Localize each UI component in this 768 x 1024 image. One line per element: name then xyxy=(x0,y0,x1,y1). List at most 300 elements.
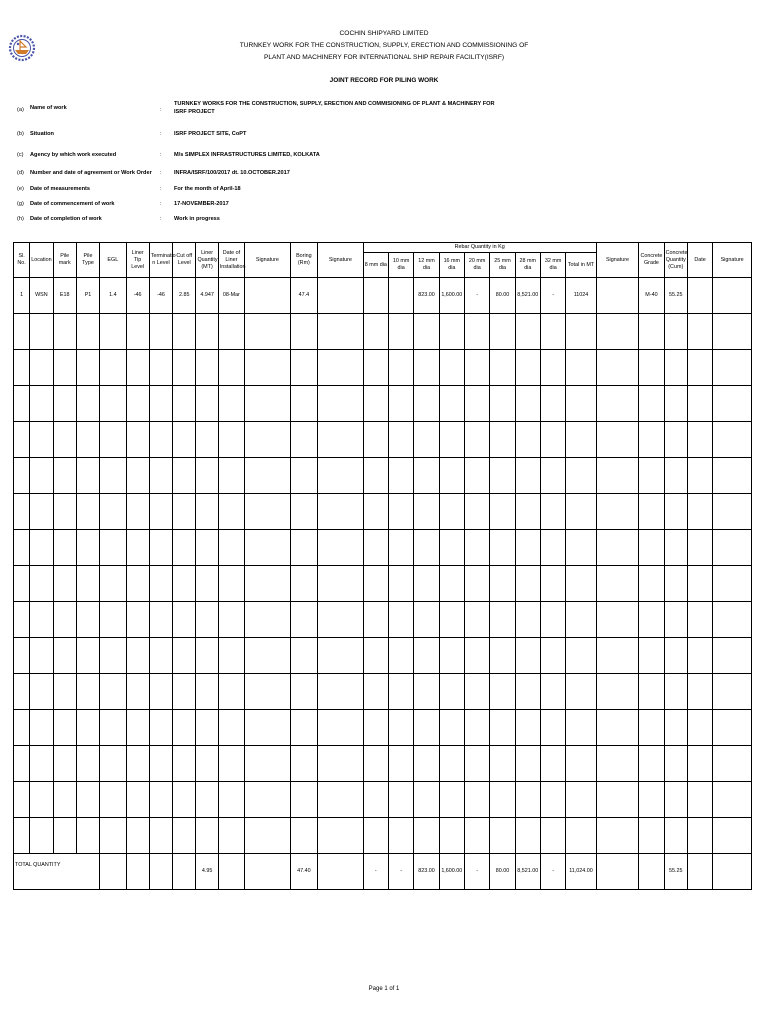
empty-cell xyxy=(76,350,99,386)
empty-cell xyxy=(596,566,639,602)
empty-cell xyxy=(713,782,752,818)
empty-cell xyxy=(100,638,126,674)
empty-cell xyxy=(639,782,664,818)
empty-cell xyxy=(126,782,149,818)
empty-cell xyxy=(639,386,664,422)
empty-cell xyxy=(245,386,291,422)
table-row-empty xyxy=(14,746,752,782)
cell-25mm: 80.00 xyxy=(490,278,515,314)
empty-cell xyxy=(318,458,364,494)
empty-cell xyxy=(414,350,439,386)
cell-16mm: 1,600.00 xyxy=(439,278,464,314)
empty-cell xyxy=(196,674,218,710)
empty-cell xyxy=(464,458,489,494)
total-cell-cut-off xyxy=(173,854,196,890)
empty-cell xyxy=(464,602,489,638)
empty-cell xyxy=(196,710,218,746)
empty-cell xyxy=(596,386,639,422)
empty-cell xyxy=(100,386,126,422)
total-25mm: 80.00 xyxy=(490,854,515,890)
empty-cell xyxy=(713,818,752,854)
empty-cell xyxy=(290,350,317,386)
empty-cell xyxy=(14,782,30,818)
empty-cell xyxy=(515,494,540,530)
col-header-signature-2: Signature xyxy=(318,243,364,278)
cell-32mm: - xyxy=(540,278,565,314)
empty-cell xyxy=(515,638,540,674)
empty-cell xyxy=(196,746,218,782)
empty-cell xyxy=(596,494,639,530)
cell-signature-4 xyxy=(713,278,752,314)
empty-cell xyxy=(540,458,565,494)
table-row-empty xyxy=(14,458,752,494)
cell-boring: 47.4 xyxy=(290,278,317,314)
empty-cell xyxy=(713,350,752,386)
empty-cell xyxy=(14,818,30,854)
empty-cell xyxy=(363,638,388,674)
empty-cell xyxy=(713,458,752,494)
empty-cell xyxy=(388,422,413,458)
col-header-16mm: 16 mm dia xyxy=(439,253,464,278)
empty-cell xyxy=(76,458,99,494)
empty-cell xyxy=(414,494,439,530)
empty-cell xyxy=(245,638,291,674)
empty-cell xyxy=(639,638,664,674)
empty-cell xyxy=(196,494,218,530)
empty-cell xyxy=(363,818,388,854)
empty-cell xyxy=(664,602,687,638)
empty-cell xyxy=(439,746,464,782)
empty-cell xyxy=(126,494,149,530)
total-cell-grade xyxy=(639,854,664,890)
empty-cell xyxy=(639,458,664,494)
empty-cell xyxy=(515,350,540,386)
total-concrete-qty: 55.25 xyxy=(664,854,687,890)
empty-cell xyxy=(713,710,752,746)
col-header-boring: Boring (Rm) xyxy=(290,243,317,278)
empty-cell xyxy=(713,314,752,350)
info-colon: : xyxy=(160,186,162,192)
empty-cell xyxy=(414,386,439,422)
empty-cell xyxy=(414,746,439,782)
empty-cell xyxy=(464,314,489,350)
empty-cell xyxy=(540,350,565,386)
empty-cell xyxy=(687,818,712,854)
empty-cell xyxy=(149,602,172,638)
empty-cell xyxy=(30,350,53,386)
document-title: JOINT RECORD FOR PILING WORK xyxy=(329,77,439,84)
empty-cell xyxy=(245,530,291,566)
empty-cell xyxy=(540,386,565,422)
empty-cell xyxy=(14,458,30,494)
empty-cell xyxy=(388,674,413,710)
header-line-2: TURNKEY WORK FOR THE CONSTRUCTION, SUPPLY, ERECTION AND COMMISSIONING OF xyxy=(239,42,529,49)
empty-cell xyxy=(30,782,53,818)
empty-cell xyxy=(196,458,218,494)
empty-cell xyxy=(149,566,172,602)
col-header-termination-level: Terminatio n Level xyxy=(149,243,172,278)
empty-cell xyxy=(318,746,364,782)
empty-cell xyxy=(439,566,464,602)
total-cell-signature-2 xyxy=(318,854,364,890)
empty-cell xyxy=(464,638,489,674)
empty-cell xyxy=(290,530,317,566)
info-colon: : xyxy=(160,170,162,176)
total-cell-signature-3 xyxy=(596,854,639,890)
col-header-concrete-grade: Concrete Grade xyxy=(639,243,664,278)
empty-cell xyxy=(566,602,596,638)
empty-cell xyxy=(290,818,317,854)
cell-grade: M-40 xyxy=(639,278,664,314)
info-label: Agency by which work executed xyxy=(30,152,117,158)
info-value: M/s SIMPLEX INFRASTRUCTURES LIMITED, KOLKATA xyxy=(174,152,320,158)
empty-cell xyxy=(713,746,752,782)
header-line-3: PLANT AND MACHINERY FOR INTERNATIONAL SHIP REPAIR FACILITY(ISRF) xyxy=(263,54,505,61)
col-header-rebar-group: Rebar Quantity in Kg xyxy=(363,243,596,253)
empty-cell xyxy=(515,386,540,422)
empty-cell xyxy=(566,818,596,854)
info-index: (a) xyxy=(17,107,24,113)
empty-cell xyxy=(687,782,712,818)
empty-cell xyxy=(14,746,30,782)
empty-cell xyxy=(173,422,196,458)
empty-cell xyxy=(76,602,99,638)
empty-cell xyxy=(713,422,752,458)
empty-cell xyxy=(76,782,99,818)
empty-cell xyxy=(388,638,413,674)
empty-cell xyxy=(53,566,76,602)
empty-cell xyxy=(173,314,196,350)
empty-cell xyxy=(30,530,53,566)
empty-cell xyxy=(100,530,126,566)
total-cell-liner-tip xyxy=(126,854,149,890)
empty-cell xyxy=(14,638,30,674)
cell-signature-3 xyxy=(596,278,639,314)
empty-cell xyxy=(53,530,76,566)
empty-cell xyxy=(439,602,464,638)
empty-cell xyxy=(713,530,752,566)
empty-cell xyxy=(388,566,413,602)
empty-cell xyxy=(639,566,664,602)
empty-cell xyxy=(687,386,712,422)
col-header-sl-no: Sl. No. xyxy=(14,243,30,278)
empty-cell xyxy=(639,530,664,566)
empty-cell xyxy=(196,386,218,422)
empty-cell xyxy=(173,494,196,530)
empty-cell xyxy=(149,494,172,530)
col-header-signature-3: Signature xyxy=(596,243,639,278)
empty-cell xyxy=(363,674,388,710)
empty-cell xyxy=(76,746,99,782)
info-colon: : xyxy=(160,216,162,222)
cell-signature-2 xyxy=(318,278,364,314)
empty-cell xyxy=(100,314,126,350)
empty-cell xyxy=(464,530,489,566)
total-boring: 47.40 xyxy=(290,854,317,890)
empty-cell xyxy=(245,674,291,710)
empty-cell xyxy=(245,566,291,602)
col-header-signature-4: Signature xyxy=(713,243,752,278)
empty-cell xyxy=(464,746,489,782)
empty-cell xyxy=(218,350,244,386)
info-index: (b) xyxy=(17,131,24,137)
empty-cell xyxy=(363,602,388,638)
empty-cell xyxy=(173,530,196,566)
empty-cell xyxy=(639,350,664,386)
cell-pile-mark: E18 xyxy=(53,278,76,314)
empty-cell xyxy=(149,674,172,710)
empty-cell xyxy=(318,710,364,746)
empty-cell xyxy=(218,422,244,458)
empty-cell xyxy=(566,458,596,494)
empty-cell xyxy=(318,494,364,530)
empty-cell xyxy=(14,566,30,602)
empty-cell xyxy=(100,710,126,746)
col-header-liner-tip-level: Liner Tip Level xyxy=(126,243,149,278)
empty-cell xyxy=(100,818,126,854)
empty-cell xyxy=(596,422,639,458)
empty-cell xyxy=(173,638,196,674)
empty-cell xyxy=(173,386,196,422)
cell-12mm: 823.00 xyxy=(414,278,439,314)
empty-cell xyxy=(173,602,196,638)
empty-cell xyxy=(149,386,172,422)
empty-cell xyxy=(639,494,664,530)
info-index: (d) xyxy=(17,170,24,176)
empty-cell xyxy=(388,782,413,818)
empty-cell xyxy=(464,710,489,746)
empty-cell xyxy=(596,602,639,638)
empty-cell xyxy=(126,566,149,602)
empty-cell xyxy=(490,602,515,638)
empty-cell xyxy=(414,422,439,458)
empty-cell xyxy=(639,602,664,638)
empty-cell xyxy=(639,746,664,782)
empty-cell xyxy=(566,638,596,674)
empty-cell xyxy=(464,386,489,422)
empty-cell xyxy=(290,602,317,638)
empty-cell xyxy=(439,674,464,710)
empty-cell xyxy=(439,458,464,494)
empty-cell xyxy=(566,314,596,350)
empty-cell xyxy=(100,458,126,494)
company-name: COCHIN SHIPYARD LIMITED xyxy=(339,30,429,37)
empty-cell xyxy=(126,746,149,782)
empty-cell xyxy=(439,314,464,350)
empty-cell xyxy=(196,566,218,602)
total-20mm: - xyxy=(464,854,489,890)
empty-cell xyxy=(540,782,565,818)
empty-cell xyxy=(149,314,172,350)
col-header-pile-type: Pile Type xyxy=(76,243,99,278)
empty-cell xyxy=(664,422,687,458)
empty-cell xyxy=(173,566,196,602)
empty-cell xyxy=(713,602,752,638)
empty-cell xyxy=(14,602,30,638)
empty-cell xyxy=(149,746,172,782)
info-colon: : xyxy=(160,131,162,137)
empty-cell xyxy=(245,746,291,782)
col-header-location: Location xyxy=(30,243,53,278)
empty-cell xyxy=(439,494,464,530)
empty-cell xyxy=(540,638,565,674)
empty-cell xyxy=(596,638,639,674)
empty-cell xyxy=(196,530,218,566)
empty-cell xyxy=(173,458,196,494)
empty-cell xyxy=(318,782,364,818)
table-row-empty xyxy=(14,566,752,602)
empty-cell xyxy=(596,674,639,710)
empty-cell xyxy=(664,818,687,854)
empty-cell xyxy=(414,530,439,566)
empty-cell xyxy=(245,818,291,854)
empty-cell xyxy=(218,746,244,782)
empty-cell xyxy=(363,566,388,602)
col-header-28mm: 28 mm dia xyxy=(515,253,540,278)
empty-cell xyxy=(173,710,196,746)
info-label: Date of commencement of work xyxy=(30,201,115,207)
empty-cell xyxy=(490,638,515,674)
empty-cell xyxy=(713,566,752,602)
empty-cell xyxy=(76,638,99,674)
empty-cell xyxy=(490,674,515,710)
empty-cell xyxy=(100,782,126,818)
empty-cell xyxy=(515,314,540,350)
empty-cell xyxy=(414,674,439,710)
empty-cell xyxy=(414,458,439,494)
table-row-empty xyxy=(14,674,752,710)
empty-cell xyxy=(388,746,413,782)
empty-cell xyxy=(100,494,126,530)
empty-cell xyxy=(218,386,244,422)
empty-cell xyxy=(388,602,413,638)
table-row-empty xyxy=(14,494,752,530)
empty-cell xyxy=(245,710,291,746)
info-label: Situation xyxy=(30,131,54,137)
empty-cell xyxy=(388,386,413,422)
empty-cell xyxy=(318,674,364,710)
empty-cell xyxy=(100,674,126,710)
empty-cell xyxy=(515,602,540,638)
empty-cell xyxy=(414,314,439,350)
empty-cell xyxy=(14,314,30,350)
table-row-empty xyxy=(14,314,752,350)
cell-date xyxy=(687,278,712,314)
col-header-32mm: 32 mm dia xyxy=(540,253,565,278)
empty-cell xyxy=(414,782,439,818)
empty-cell xyxy=(414,638,439,674)
empty-cell xyxy=(290,566,317,602)
empty-cell xyxy=(126,710,149,746)
empty-cell xyxy=(439,422,464,458)
empty-cell xyxy=(318,386,364,422)
info-value: For the month of April-18 xyxy=(174,186,241,192)
empty-cell xyxy=(596,350,639,386)
empty-cell xyxy=(126,422,149,458)
empty-cell xyxy=(14,710,30,746)
empty-cell xyxy=(290,782,317,818)
empty-cell xyxy=(173,818,196,854)
empty-cell xyxy=(687,422,712,458)
cell-liner-qty: 4.947 xyxy=(196,278,218,314)
cell-liner-date: 08-Mar xyxy=(218,278,244,314)
empty-cell xyxy=(290,386,317,422)
empty-cell xyxy=(566,530,596,566)
empty-cell xyxy=(566,422,596,458)
table-row xyxy=(14,278,752,314)
empty-cell xyxy=(30,458,53,494)
cell-28mm: 8,521.00 xyxy=(515,278,540,314)
cell-liner-tip: -46 xyxy=(126,278,149,314)
empty-cell xyxy=(490,782,515,818)
col-header-egl: EGL xyxy=(100,243,126,278)
empty-cell xyxy=(245,494,291,530)
empty-cell xyxy=(566,566,596,602)
empty-cell xyxy=(126,674,149,710)
empty-cell xyxy=(566,782,596,818)
empty-cell xyxy=(596,782,639,818)
empty-cell xyxy=(218,494,244,530)
empty-cell xyxy=(14,422,30,458)
col-header-concrete-quantity: Concrete Quantity (Cum) xyxy=(664,243,687,278)
empty-cell xyxy=(515,746,540,782)
empty-cell xyxy=(664,458,687,494)
document-header xyxy=(0,28,768,64)
total-row xyxy=(14,854,752,890)
empty-cell xyxy=(639,314,664,350)
empty-cell xyxy=(566,746,596,782)
empty-cell xyxy=(196,350,218,386)
empty-cell xyxy=(245,782,291,818)
cell-8mm xyxy=(363,278,388,314)
empty-cell xyxy=(664,710,687,746)
empty-cell xyxy=(439,386,464,422)
empty-cell xyxy=(540,494,565,530)
empty-cell xyxy=(245,422,291,458)
col-header-pile-mark: Pile mark xyxy=(53,243,76,278)
table-row-empty xyxy=(14,710,752,746)
empty-cell xyxy=(439,818,464,854)
empty-cell xyxy=(464,566,489,602)
empty-cell xyxy=(490,566,515,602)
empty-cell xyxy=(196,638,218,674)
col-header-total-mt: Total in MT xyxy=(566,253,596,278)
col-header-liner-quantity: Liner Quantity (MT) xyxy=(196,243,218,278)
empty-cell xyxy=(464,494,489,530)
empty-cell xyxy=(439,530,464,566)
empty-cell xyxy=(290,674,317,710)
empty-cell xyxy=(149,818,172,854)
empty-cell xyxy=(76,386,99,422)
empty-cell xyxy=(76,530,99,566)
cell-location: WSN xyxy=(30,278,53,314)
piling-record-table xyxy=(13,242,752,890)
empty-cell xyxy=(126,638,149,674)
empty-cell xyxy=(540,602,565,638)
empty-cell xyxy=(490,710,515,746)
info-colon: : xyxy=(160,201,162,207)
empty-cell xyxy=(515,566,540,602)
empty-cell xyxy=(30,818,53,854)
empty-cell xyxy=(126,458,149,494)
table-row-empty xyxy=(14,602,752,638)
total-28mm: 8,521.00 xyxy=(515,854,540,890)
cell-20mm: - xyxy=(464,278,489,314)
empty-cell xyxy=(515,530,540,566)
empty-cell xyxy=(196,602,218,638)
empty-cell xyxy=(566,350,596,386)
empty-cell xyxy=(173,674,196,710)
